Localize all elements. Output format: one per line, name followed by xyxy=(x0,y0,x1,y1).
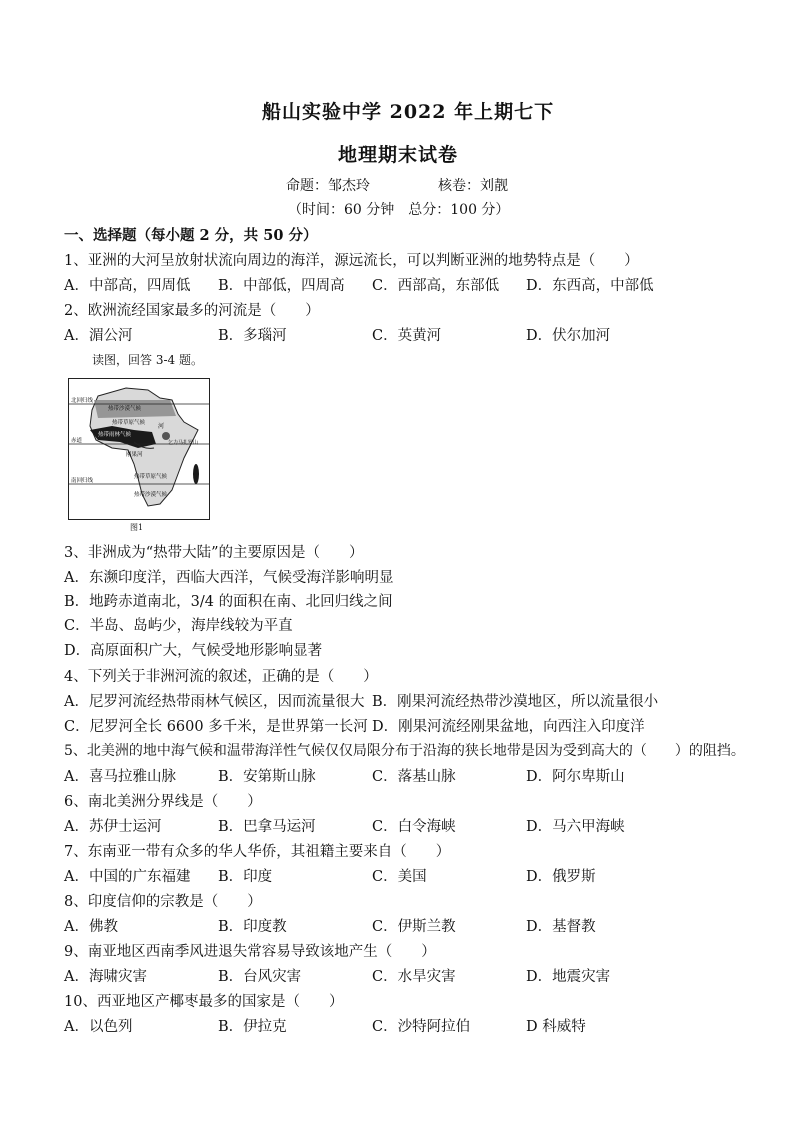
section-heading: 一、选择题（每小题 2 分，共 50 分） xyxy=(64,227,318,244)
question-10-option-b[interactable]: B．伊拉克 xyxy=(218,1019,287,1035)
map-label-tropic-cancer: 北回归线 xyxy=(71,398,94,404)
question-9-option-b[interactable]: B．台风灾害 xyxy=(218,969,302,985)
question-7-option-d[interactable]: D．俄罗斯 xyxy=(526,869,596,885)
map-label-desert-north: 热带沙漠气候 xyxy=(108,406,142,412)
map-label-savanna-north: 热带草原气候 xyxy=(112,420,146,426)
question-10-option-a[interactable]: A．以色列 xyxy=(64,1019,133,1035)
question-6-stem: 6、南北美洲分界线是（ ） xyxy=(64,794,262,810)
question-3-stem: 3、非洲成为“热带大陆”的主要原因是（ ） xyxy=(64,545,364,561)
question-9-option-d[interactable]: D．地震灾害 xyxy=(526,969,611,985)
question-4-option-a[interactable]: A．尼罗河流经热带雨林气候区，因而流量很大 xyxy=(64,694,365,710)
question-9-option-c[interactable]: C．水旱灾害 xyxy=(372,969,456,985)
question-1-stem: 1、亚洲的大河呈放射状流向周边的海洋，源远流长，可以判断亚洲的地势特点是（ ） xyxy=(64,253,639,269)
question-10-option-d[interactable]: D 科威特 xyxy=(526,1019,586,1035)
question-1-option-b[interactable]: B．中部低，四周高 xyxy=(218,278,345,294)
question-7-stem: 7、东南亚一带有众多的华人华侨，其祖籍主要来自（ ） xyxy=(64,844,451,860)
question-4-option-c[interactable]: C．尼罗河全长 6600 多千米，是世界第一长河 xyxy=(64,719,368,735)
author-label: 命题：邹杰玲 xyxy=(286,178,370,194)
time-score-label: （时间：60 分钟 总分：100 分） xyxy=(288,202,510,218)
question-5-stem: 5、北美洲的地中海气候和温带海洋性气候仅仅局限分布于沿海的狭长地带是因为受到高大的（ ）的阻挡。 xyxy=(64,743,745,759)
reviewer-label: 核卷：刘靓 xyxy=(438,178,508,194)
question-2-option-b[interactable]: B．多瑙河 xyxy=(218,328,287,344)
question-3-option-c[interactable]: C．半岛、岛屿少，海岸线较为平直 xyxy=(64,618,293,634)
question-4-option-d[interactable]: D．刚果河流经刚果盆地，向西注入印度洋 xyxy=(372,719,645,735)
map-label-savanna-south: 热带草原气候 xyxy=(134,474,168,480)
map-label-tropic-capricorn: 南回归线 xyxy=(71,478,94,484)
map-label-river: 河 xyxy=(158,423,165,430)
question-8-stem: 8、印度信仰的宗教是（ ） xyxy=(64,894,262,910)
question-5-option-a[interactable]: A．喜马拉雅山脉 xyxy=(64,769,176,785)
question-6-option-c[interactable]: C．白令海峡 xyxy=(372,819,456,835)
question-10-option-c[interactable]: C．沙特阿拉伯 xyxy=(372,1019,471,1035)
question-10-stem: 10、西亚地区产椰枣最多的国家是（ ） xyxy=(64,994,344,1010)
madagascar xyxy=(193,464,199,484)
exam-title-line1: 船山实验中学 2022 年上期七下 xyxy=(262,101,555,123)
question-2-option-d[interactable]: D．伏尔加河 xyxy=(526,328,611,344)
africa-map-figure xyxy=(68,378,210,520)
map-caption: 图1 xyxy=(130,523,144,532)
question-8-option-a[interactable]: A．佛教 xyxy=(64,919,118,935)
map-label-rainforest: 热带雨林气候 xyxy=(98,432,132,438)
question-6-option-a[interactable]: A．苏伊士运河 xyxy=(64,819,162,835)
question-3-option-d[interactable]: D．高原面积广大，气候受地形影响显著 xyxy=(64,643,323,659)
question-1-option-c[interactable]: C．西部高，东部低 xyxy=(372,278,500,294)
question-7-option-a[interactable]: A．中国的广东福建 xyxy=(64,869,191,885)
map-label-equator: 赤道 xyxy=(71,438,83,444)
map-label-kilimanjaro: 乞力马扎罗山 xyxy=(168,440,199,446)
question-9-stem: 9、南亚地区西南季风进退失常容易导致该地产生（ ） xyxy=(64,944,436,960)
question-6-option-b[interactable]: B．巴拿马运河 xyxy=(218,819,316,835)
map-label-desert-south: 热带沙漠气候 xyxy=(134,492,168,498)
question-8-option-d[interactable]: D．基督教 xyxy=(526,919,596,935)
question-6-option-d[interactable]: D．马六甲海峡 xyxy=(526,819,625,835)
question-2-option-a[interactable]: A．湄公河 xyxy=(64,328,133,344)
question-5-option-c[interactable]: C．落基山脉 xyxy=(372,769,456,785)
question-2-option-c[interactable]: C．英黄河 xyxy=(372,328,442,344)
question-2-stem: 2、欧洲流经国家最多的河流是（ ） xyxy=(64,303,320,319)
question-3-option-a[interactable]: A．东濒印度洋，西临大西洋，气候受海洋影响明显 xyxy=(64,570,394,586)
question-1-option-d[interactable]: D．东西高，中部低 xyxy=(526,278,654,294)
question-5-option-b[interactable]: B．安第斯山脉 xyxy=(218,769,316,785)
africa-map-svg xyxy=(68,378,210,520)
question-1-option-a[interactable]: A．中部高，四周低 xyxy=(64,278,191,294)
map-intro: 读图，回答 3-4 题。 xyxy=(92,353,203,367)
question-3-option-b[interactable]: B．地跨赤道南北，3/4 的面积在南、北回归线之间 xyxy=(64,594,393,610)
question-4-stem: 4、下列关于非洲河流的叙述，正确的是（ ） xyxy=(64,669,378,685)
question-7-option-c[interactable]: C．美国 xyxy=(372,869,427,885)
kilimanjaro-marker xyxy=(162,432,170,440)
question-9-option-a[interactable]: A．海啸灾害 xyxy=(64,969,147,985)
question-8-option-c[interactable]: C．伊斯兰教 xyxy=(372,919,456,935)
question-8-option-b[interactable]: B．印度教 xyxy=(218,919,287,935)
question-4-option-b[interactable]: B．刚果河流经热带沙漠地区，所以流量很小 xyxy=(372,694,659,710)
question-5-option-d[interactable]: D．阿尔卑斯山 xyxy=(526,769,625,785)
question-7-option-b[interactable]: B．印度 xyxy=(218,869,273,885)
map-label-congo-river: 刚果河 xyxy=(126,452,143,458)
exam-title-line2: 地理期末试卷 xyxy=(338,144,459,166)
